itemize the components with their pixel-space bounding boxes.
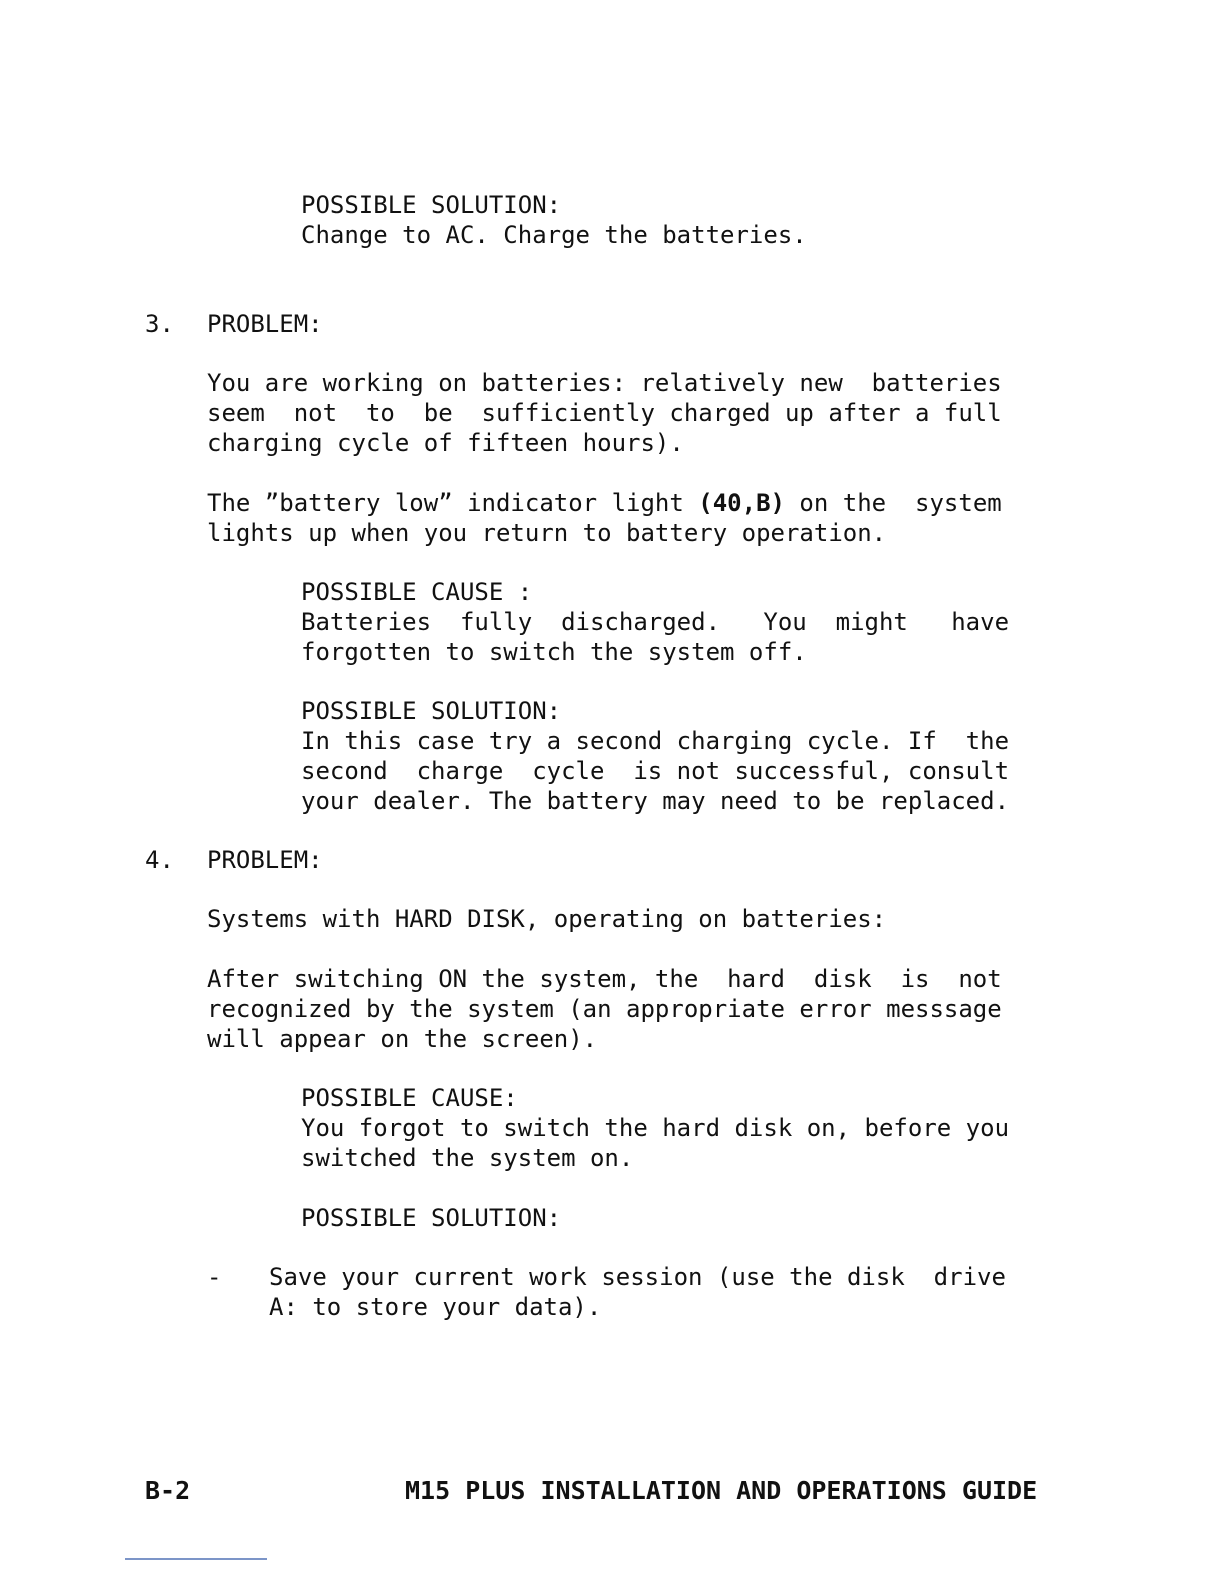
problem-4-cause-line: You forgot to switch the hard disk on, before you — [301, 1114, 1010, 1142]
problem-3-solution-line: In this case try a second charging cycle. If the — [301, 727, 1010, 755]
problem-3-description-line: charging cycle of fifteen hours). — [207, 429, 684, 457]
problem-3-solution-line: your dealer. The battery may need to be replaced. — [301, 787, 1010, 815]
problem-3-cause-line: Batteries fully discharged. You might have — [301, 608, 1010, 636]
problem-3-cause-line: forgotten to switch the system off. — [301, 638, 807, 666]
bullet-item-line: Save your current work session (use the disk drive — [269, 1263, 1006, 1291]
indicator-text-after: on the system — [784, 489, 1002, 517]
bullet-item-line: A: to store your data). — [269, 1293, 602, 1321]
problem-4-cause-label: POSSIBLE CAUSE: — [301, 1084, 518, 1112]
problem-3-indicator-line — [207, 488, 1002, 518]
bullet-dash: - — [207, 1263, 222, 1291]
guide-title: M15 PLUS INSTALLATION AND OPERATIONS GUIDE — [405, 1476, 1038, 1505]
problem-4-number: 4. — [145, 846, 174, 874]
bottom-divider — [125, 1558, 267, 1560]
problem-3-description-line: seem not to be sufficiently charged up after a full — [207, 399, 1002, 427]
problem-3-description-line: You are working on batteries: relatively new batteries — [207, 369, 1002, 397]
problem-3-heading: PROBLEM: — [207, 310, 323, 338]
indicator-reference: (40,B) — [698, 489, 785, 517]
problem-4-description-line: recognized by the system (an appropriate error messsage — [207, 995, 1002, 1023]
problem-4-cause-line: switched the system on. — [301, 1144, 634, 1172]
possible-solution-text: Change to AC. Charge the batteries. — [301, 221, 807, 249]
problem-3-cause-label: POSSIBLE CAUSE : — [301, 578, 533, 606]
problem-4-heading: PROBLEM: — [207, 846, 323, 874]
problem-4-solution-label: POSSIBLE SOLUTION: — [301, 1204, 562, 1232]
problem-3-solution-label: POSSIBLE SOLUTION: — [301, 697, 562, 725]
indicator-text-before: The ”battery low” indicator light — [207, 489, 699, 517]
problem-4-description-line: After switching ON the system, the hard disk is not — [207, 965, 1002, 993]
problem-3-indicator-line-2: lights up when you return to battery operation. — [207, 519, 887, 547]
possible-solution-label: POSSIBLE SOLUTION: — [301, 191, 562, 219]
page-number: B-2 — [145, 1476, 191, 1505]
problem-3-solution-line: second charge cycle is not successful, consult — [301, 757, 1010, 785]
problem-3-number: 3. — [145, 310, 174, 338]
problem-4-intro: Systems with HARD DISK, operating on batteries: — [207, 905, 887, 933]
problem-4-description-line: will appear on the screen). — [207, 1025, 598, 1053]
